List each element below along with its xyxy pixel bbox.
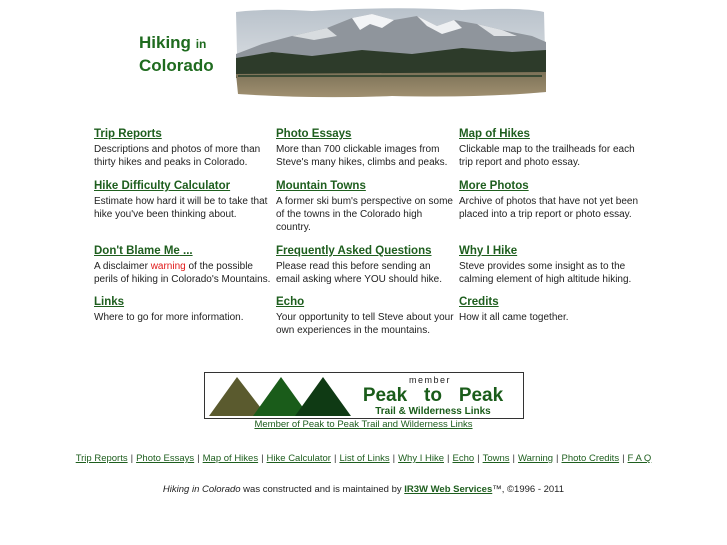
photo-essays-link[interactable]: Photo Essays <box>276 128 352 140</box>
mountain-towns-link[interactable]: Mountain Towns <box>276 180 366 192</box>
banner-subtitle: Trail & Wilderness Links <box>375 406 491 417</box>
dont-blame-me-link[interactable]: Don't Blame Me <box>94 245 180 257</box>
nav-separator: | <box>261 453 264 464</box>
photo-essays-desc: More than 700 clickable images from Steve's many hikes, climbs and peaks. <box>276 144 448 168</box>
section-mountain-towns <box>276 180 456 234</box>
nav-separator: | <box>447 453 450 464</box>
dont-blame-me-desc-post: of the possible perils of hiking in Colorado's Mountains. <box>94 261 271 285</box>
peak-to-peak-link[interactable]: Member of Peak to Peak Trail and Wilderness Links <box>254 419 473 430</box>
why-i-hike-desc: Steve provides some insight as to the calming element of high altitude hiking. <box>459 261 632 285</box>
section-credits <box>459 296 639 324</box>
section-why-i-hike <box>459 245 639 286</box>
faq-desc: Please read this before sending an email asking where YOU should hike. <box>276 261 443 285</box>
warning-text: warning <box>150 261 186 272</box>
section-echo <box>276 296 456 337</box>
nav-separator: | <box>392 453 396 464</box>
footer <box>0 484 727 495</box>
banner-word3: Peak <box>458 385 504 406</box>
section-more-photos <box>459 180 639 221</box>
banner-caption <box>0 419 727 430</box>
nav-link-echo[interactable]: Echo <box>452 453 475 464</box>
nav-separator: | <box>622 453 625 464</box>
map-of-hikes-desc: Clickable map to the trailheads for each trip report and photo essay. <box>459 144 635 168</box>
echo-desc: Your opportunity to tell Steve about your own experiences in the mountains. <box>276 312 454 336</box>
dont-blame-me-heading <box>94 245 274 258</box>
footer-tm: ™ <box>492 484 502 495</box>
logo-line1: Hiking <box>139 33 191 52</box>
more-photos-desc: Archive of photos that have not yet been placed into a trip report or photo essay. <box>459 196 639 220</box>
nav-link-f-a-q[interactable]: F A Q <box>627 453 652 464</box>
section-faq <box>276 245 456 286</box>
banner-member: member <box>408 375 452 385</box>
hike-calculator-link[interactable]: Hike Difficulty Calculator <box>94 180 231 192</box>
nav-link-hike-calculator[interactable]: Hike Calculator <box>266 453 331 464</box>
nav-separator: | <box>333 453 337 464</box>
footer-site-name: Hiking in Colorado <box>162 484 241 495</box>
map-of-hikes-link[interactable]: Map of Hikes <box>459 128 530 140</box>
nav-link-map-of-hikes[interactable]: Map of Hikes <box>202 453 259 464</box>
section-hike-calculator <box>94 180 274 221</box>
hike-calculator-desc: Estimate how hard it will be to take that hike you've been thinking about. <box>94 196 268 220</box>
footer-copyright: , ©1996 - 2011 <box>501 484 565 495</box>
nav-link-warning[interactable]: Warning <box>518 453 554 464</box>
section-photo-essays <box>276 128 456 169</box>
mountain-towns-desc: A former ski bum's perspective on some of the towns in the Colorado high country. <box>276 196 453 233</box>
site-logo[interactable] <box>139 32 214 76</box>
dont-blame-me-ellipsis: ... <box>179 245 193 257</box>
mountain-photo <box>232 6 548 100</box>
bottom-nav <box>0 453 727 464</box>
peak-to-peak-banner[interactable] <box>204 372 524 419</box>
logo-line2: Colorado <box>139 56 214 75</box>
credits-desc: How it all came together. <box>459 312 569 323</box>
ir3w-link[interactable]: IR3W Web Services <box>404 484 493 495</box>
nav-separator: | <box>477 453 480 464</box>
banner-word2: to <box>424 385 442 406</box>
section-map-of-hikes <box>459 128 639 169</box>
dont-blame-me-desc-pre: A disclaimer <box>94 261 151 272</box>
nav-separator: | <box>197 453 200 464</box>
echo-link[interactable]: Echo <box>276 296 305 308</box>
nav-link-photo-credits[interactable]: Photo Credits <box>561 453 620 464</box>
credits-link[interactable]: Credits <box>459 296 499 308</box>
faq-link[interactable]: Frequently Asked Questions <box>276 245 432 257</box>
links-desc: Where to go for more information. <box>94 312 244 323</box>
nav-link-photo-essays[interactable]: Photo Essays <box>136 453 195 464</box>
trip-reports-link[interactable]: Trip Reports <box>94 128 162 140</box>
links-link[interactable]: Links <box>94 296 125 308</box>
nav-separator: | <box>556 453 559 464</box>
banner-word1: Peak <box>362 385 408 406</box>
nav-link-trip-reports[interactable]: Trip Reports <box>75 453 128 464</box>
nav-link-towns[interactable]: Towns <box>482 453 510 464</box>
logo-in: in <box>195 37 207 51</box>
nav-link-why-i-hike[interactable]: Why I Hike <box>398 453 445 464</box>
section-dont-blame-me <box>94 245 274 286</box>
nav-link-list-of-links[interactable]: List of Links <box>339 453 390 464</box>
section-trip-reports <box>94 128 274 169</box>
nav-separator: | <box>512 453 516 464</box>
nav-separator: | <box>130 453 134 464</box>
more-photos-link[interactable]: More Photos <box>459 180 529 192</box>
section-links <box>94 296 274 324</box>
trip-reports-desc: Descriptions and photos of more than thirty hikes and peaks in Colorado. <box>94 144 261 168</box>
footer-text: was constructed and is maintained by <box>240 484 405 495</box>
why-i-hike-link[interactable]: Why I Hike <box>459 245 518 257</box>
